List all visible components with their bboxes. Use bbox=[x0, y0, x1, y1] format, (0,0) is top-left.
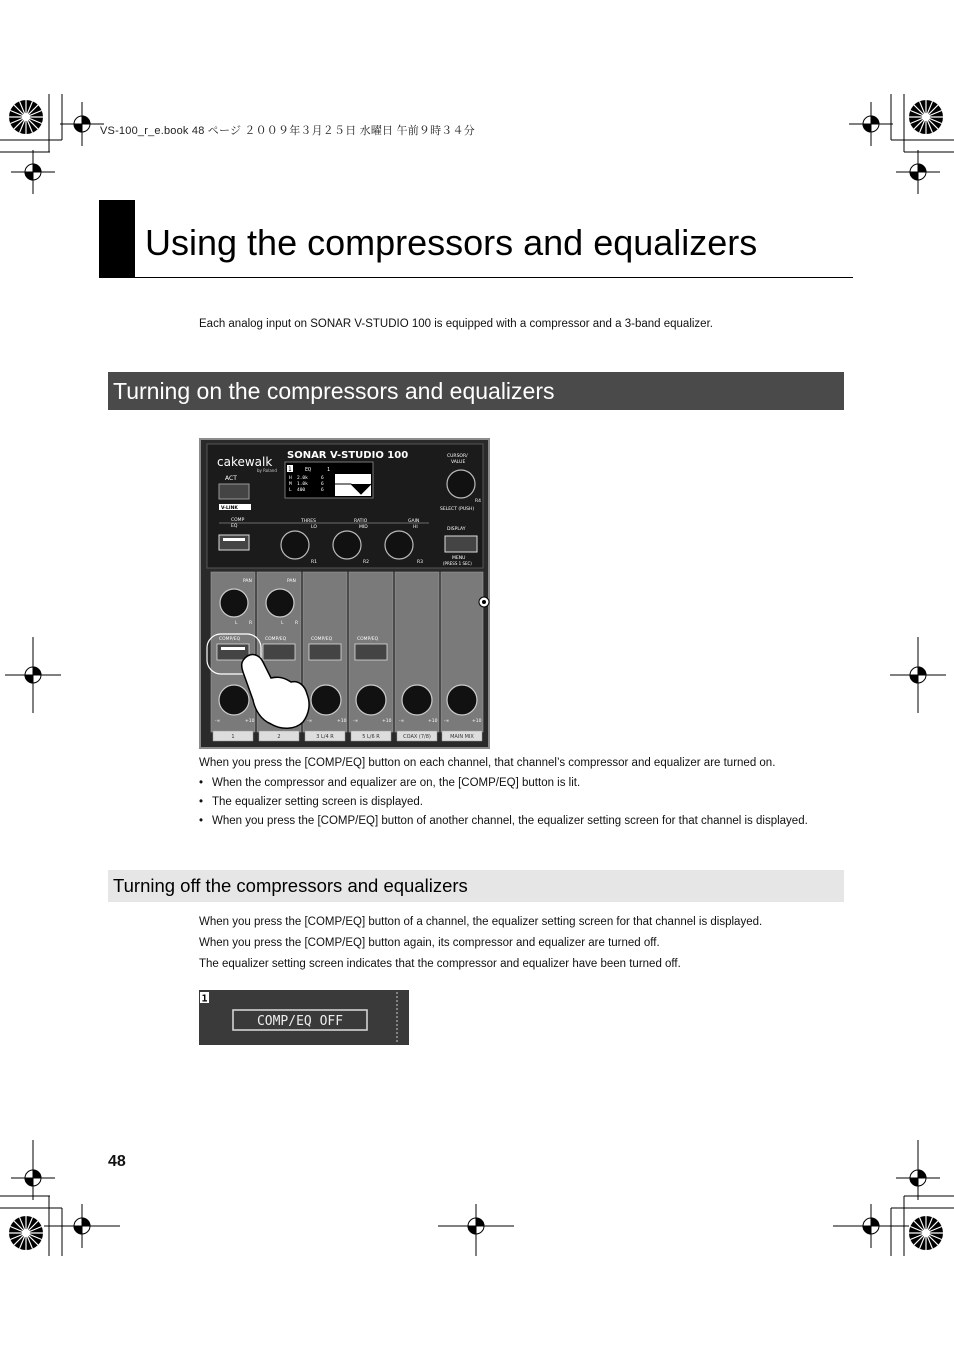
level-knob-3[interactable] bbox=[311, 685, 341, 715]
pan-label: PAN bbox=[243, 579, 252, 584]
level-knob-1[interactable] bbox=[219, 685, 249, 715]
lcd-off-channel: 1 bbox=[201, 993, 208, 1005]
level-knob-5[interactable] bbox=[402, 685, 432, 715]
act-label: ACT bbox=[225, 475, 237, 482]
channel-label: MAIN MIX bbox=[450, 734, 474, 740]
gain-label: GAIN bbox=[408, 519, 420, 524]
pan-label: PAN bbox=[287, 579, 296, 584]
lcd-gain: 6 bbox=[321, 482, 324, 487]
r2-knob[interactable] bbox=[333, 531, 361, 559]
hi-label: HI bbox=[413, 525, 418, 530]
bullet-text: The equalizer setting screen is displayed. bbox=[212, 796, 423, 808]
lcd-band: L bbox=[289, 488, 292, 493]
lcd-off-message: COMP/EQ OFF bbox=[256, 1014, 344, 1029]
r3-label: R3 bbox=[417, 560, 423, 565]
channel-label: 1 bbox=[231, 734, 235, 740]
lr-left-label: L bbox=[235, 621, 238, 626]
minus-inf-label: -∞ bbox=[215, 719, 221, 724]
cursor-label: CURSOR/ bbox=[447, 454, 468, 459]
lcd-gain: 6 bbox=[321, 476, 324, 481]
bullet-text: When the compressor and equalizer are on, the [COMP/EQ] button is lit. bbox=[212, 777, 581, 789]
plus10-label: +10 bbox=[382, 719, 392, 724]
comp-eq-label: COMP/EQ bbox=[265, 637, 287, 642]
lcd-header: EQ bbox=[305, 467, 312, 473]
book-info: VS-100_r_e.book 48 ページ ２００９年３月２５日 水曜日 午前９時３４分 bbox=[100, 125, 475, 137]
bullet-mark: • bbox=[199, 796, 204, 808]
title-rule bbox=[99, 277, 853, 278]
menu-label: MENU bbox=[452, 556, 466, 561]
comp-eq-label: COMP/EQ bbox=[219, 637, 241, 642]
device-panel-illustration bbox=[199, 438, 490, 749]
r3-knob[interactable] bbox=[385, 531, 413, 559]
section-off-para: When you press the [COMP/EQ] button again, its compressor and equalizer are turned off. bbox=[199, 937, 660, 949]
brand-sub: by Roland bbox=[257, 468, 277, 473]
channel-label: 5 L/6 R bbox=[362, 734, 380, 740]
intro-text: Each analog input on SONAR V-STUDIO 100 is equipped with a compressor and a 3-band equalizer. bbox=[199, 318, 713, 330]
lr-right-label: R bbox=[295, 621, 299, 626]
bullet-item bbox=[199, 814, 808, 828]
channel-label: 2 bbox=[277, 734, 281, 740]
minus-inf-label: -∞ bbox=[444, 719, 450, 724]
section-on-heading bbox=[108, 372, 844, 410]
section-off-heading bbox=[108, 870, 844, 902]
lcd-value: 2.0k bbox=[297, 476, 308, 481]
section-on-title: Turning on the compressors and equalizers bbox=[113, 378, 555, 404]
plus10-label: +10 bbox=[472, 719, 482, 724]
bullet-text: When you press the [COMP/EQ] button of another channel, the equalizer setting screen for that channel is displayed. bbox=[212, 815, 808, 827]
menu-sub-label: (PRESS 1 SEC) bbox=[443, 561, 472, 566]
section-off-para: When you press the [COMP/EQ] button of a channel, the equalizer setting screen for that channel is displayed. bbox=[199, 916, 763, 928]
lcd-header-num: 1 bbox=[327, 467, 331, 473]
bullet-item bbox=[199, 776, 581, 790]
bullet-mark: • bbox=[199, 815, 204, 827]
bullet-item bbox=[199, 795, 423, 809]
page-title: Using the compressors and equalizers bbox=[145, 222, 758, 263]
comp-eq-master-button[interactable] bbox=[219, 535, 249, 550]
pan-knob-2[interactable] bbox=[266, 589, 294, 617]
title-bar-accent bbox=[99, 200, 135, 277]
display-button[interactable] bbox=[445, 536, 477, 552]
comp-eq-button-4[interactable] bbox=[355, 644, 387, 660]
ratio-label: RATIO bbox=[354, 519, 368, 524]
bullet-mark: • bbox=[199, 777, 204, 789]
cursor-value-knob[interactable] bbox=[447, 470, 475, 498]
page-number: 48 bbox=[108, 1153, 126, 1170]
lr-right-label: R bbox=[249, 621, 253, 626]
lcd-channel: 1 bbox=[288, 466, 292, 473]
r1-knob[interactable] bbox=[281, 531, 309, 559]
section-on-para: When you press the [COMP/EQ] button on each channel, that channel’s compressor and equalizer are turned on. bbox=[199, 757, 776, 769]
lr-left-label: L bbox=[281, 621, 284, 626]
minus-inf-label: -∞ bbox=[399, 719, 405, 724]
select-label: SELECT (PUSH) bbox=[440, 507, 475, 512]
value-label: VALUE bbox=[451, 460, 466, 465]
lcd-gain: 6 bbox=[321, 488, 324, 493]
comp-eq-button-3[interactable] bbox=[309, 644, 341, 660]
pan-knob-1[interactable] bbox=[220, 589, 248, 617]
minus-inf-label: -∞ bbox=[307, 719, 313, 724]
comp-eq-button-1[interactable] bbox=[217, 644, 249, 660]
lo-label: LO bbox=[311, 525, 317, 530]
level-knob-4[interactable] bbox=[356, 685, 386, 715]
brand-logo: cakewalk bbox=[217, 455, 273, 469]
model-name: SONAR V-STUDIO 100 bbox=[287, 450, 409, 461]
lcd-comp-eq-off bbox=[199, 990, 409, 1045]
act-button[interactable] bbox=[219, 484, 249, 499]
comp-eq-button-2[interactable] bbox=[263, 644, 295, 660]
r1-label: R1 bbox=[311, 560, 317, 565]
vlink-label: V-LINK bbox=[221, 506, 238, 511]
comp-label: COMP bbox=[231, 518, 245, 523]
channel-label: 3 L/4 R bbox=[316, 734, 334, 740]
comp-eq-label: COMP/EQ bbox=[311, 637, 333, 642]
level-knob-6[interactable] bbox=[447, 685, 477, 715]
r4-label: R4 bbox=[475, 499, 481, 504]
plus10-label: +10 bbox=[428, 719, 438, 724]
channel-label: COAX (7/8) bbox=[403, 734, 431, 740]
mid-label: MID bbox=[359, 525, 368, 530]
eq-label: EQ bbox=[231, 524, 238, 529]
minus-inf-label: -∞ bbox=[353, 719, 359, 724]
lcd-band: M bbox=[289, 482, 292, 487]
lcd-value: 1.0k bbox=[297, 482, 308, 487]
display-label: DISPLAY bbox=[447, 527, 466, 532]
section-off-para: The equalizer setting screen indicates that the compressor and equalizer have been turned off. bbox=[199, 958, 681, 970]
section-off-title: Turning off the compressors and equalizers bbox=[113, 875, 468, 896]
plus10-label: +10 bbox=[245, 719, 255, 724]
lcd-value: 400 bbox=[297, 488, 306, 493]
thres-label: THRES bbox=[301, 519, 316, 524]
r2-label: R2 bbox=[363, 560, 369, 565]
comp-eq-label: COMP/EQ bbox=[357, 637, 379, 642]
plus10-label: +10 bbox=[337, 719, 347, 724]
lcd-band: H bbox=[289, 476, 292, 481]
